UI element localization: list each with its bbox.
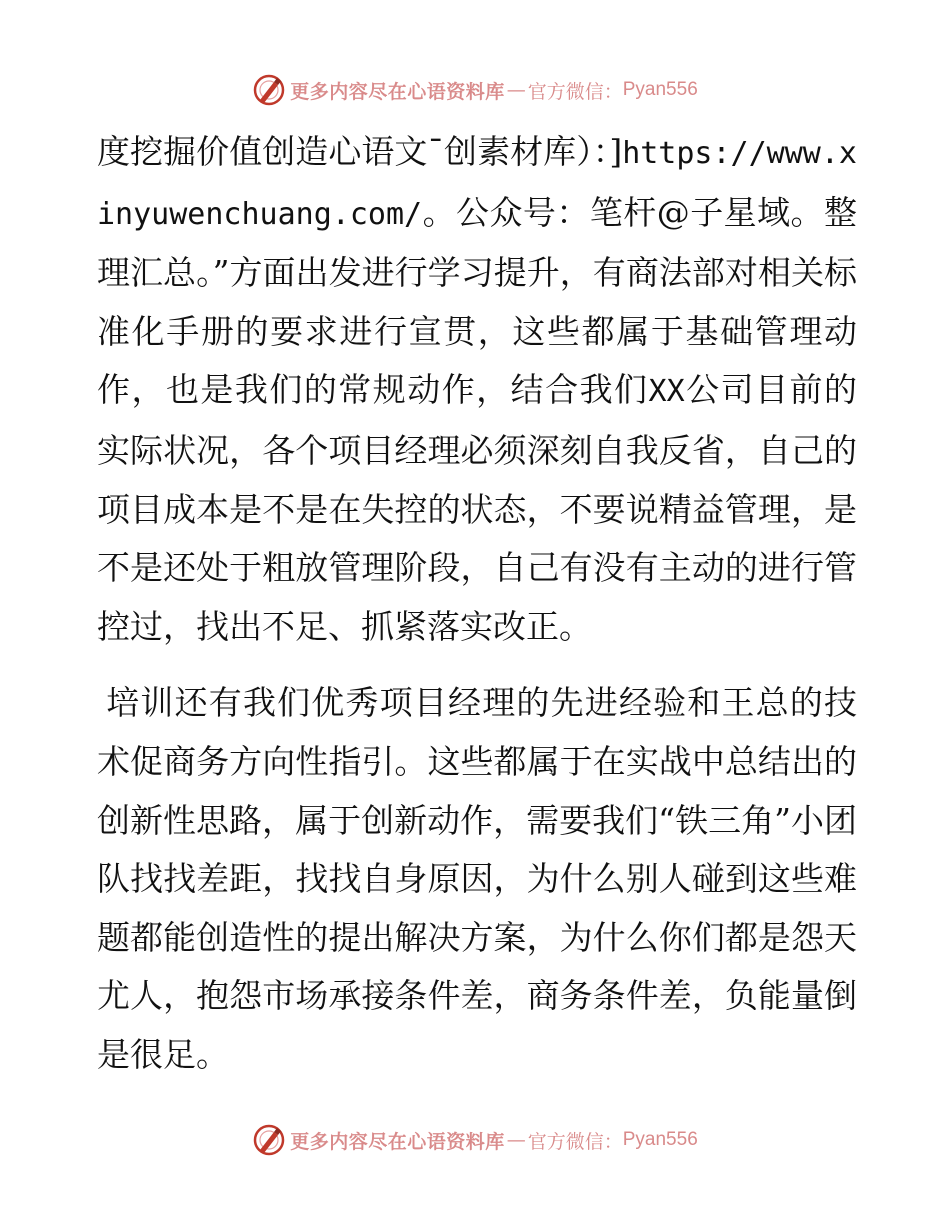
- footer-watermark: [0, 1120, 950, 1160]
- watermark-brand: 更多内容尽在心语资料库: [290, 80, 505, 103]
- watermark-wechat-id: Pyan556: [622, 1129, 698, 1150]
- pen-circle-logo-icon: [252, 73, 286, 107]
- company-placeholder: XX: [648, 374, 685, 410]
- watermark-brand: 更多内容尽在心语资料库: [290, 1130, 505, 1153]
- pen-circle-logo-icon: [252, 1123, 286, 1157]
- paragraph-1-text-b: 。公众号：笔杆@子星域。整理汇总。”方面出发进行学习提升，有商法部对相关标准化手册的要求进行宣贯，这些都属于基础管理动作，也是我们的常规动作，结合我们: [97, 192, 857, 410]
- paragraph-1-text-a: 度挖掘价值创造心语文¯创素材库）：]: [97, 132, 623, 171]
- paragraph-2: 培训还有我们优秀项目经理的先进经验和王总的技术促商务方向性指引。这些都属于在实战中总结出的创新性思路，属于创新动作，需要我们“铁三角”小团队找找差距，找找自身原因，为什么别人碰到这些难题都能创造性的提出解决方案，为什么你们都是怨天尤人，抱怨市场承接条件差，商务条件差，负能量倒是很足。: [97, 683, 857, 1074]
- watermark-dash: —: [506, 1129, 526, 1151]
- watermark-dash: —: [506, 79, 526, 101]
- watermark-wechat-id: Pyan556: [622, 79, 698, 100]
- paragraph-1-text-c: 公司目前的实际状况，各个项目经理必须深刻自我反省，自己的项目成本是不是在失控的状态，不要说精益管理，是不是还处于粗放管理阶段，自己有没有主动的进行管控过，找出不足、抓紧落实改正。: [97, 370, 858, 646]
- header-watermark: [0, 70, 950, 110]
- website-url: https://www.xinyuwenchuang.com/: [97, 136, 857, 232]
- paragraph-1: [97, 123, 857, 656]
- document-body: [97, 123, 857, 1085]
- watermark-official-label: 官方微信：: [527, 1130, 623, 1153]
- watermark-official-label: 官方微信：: [527, 80, 623, 103]
